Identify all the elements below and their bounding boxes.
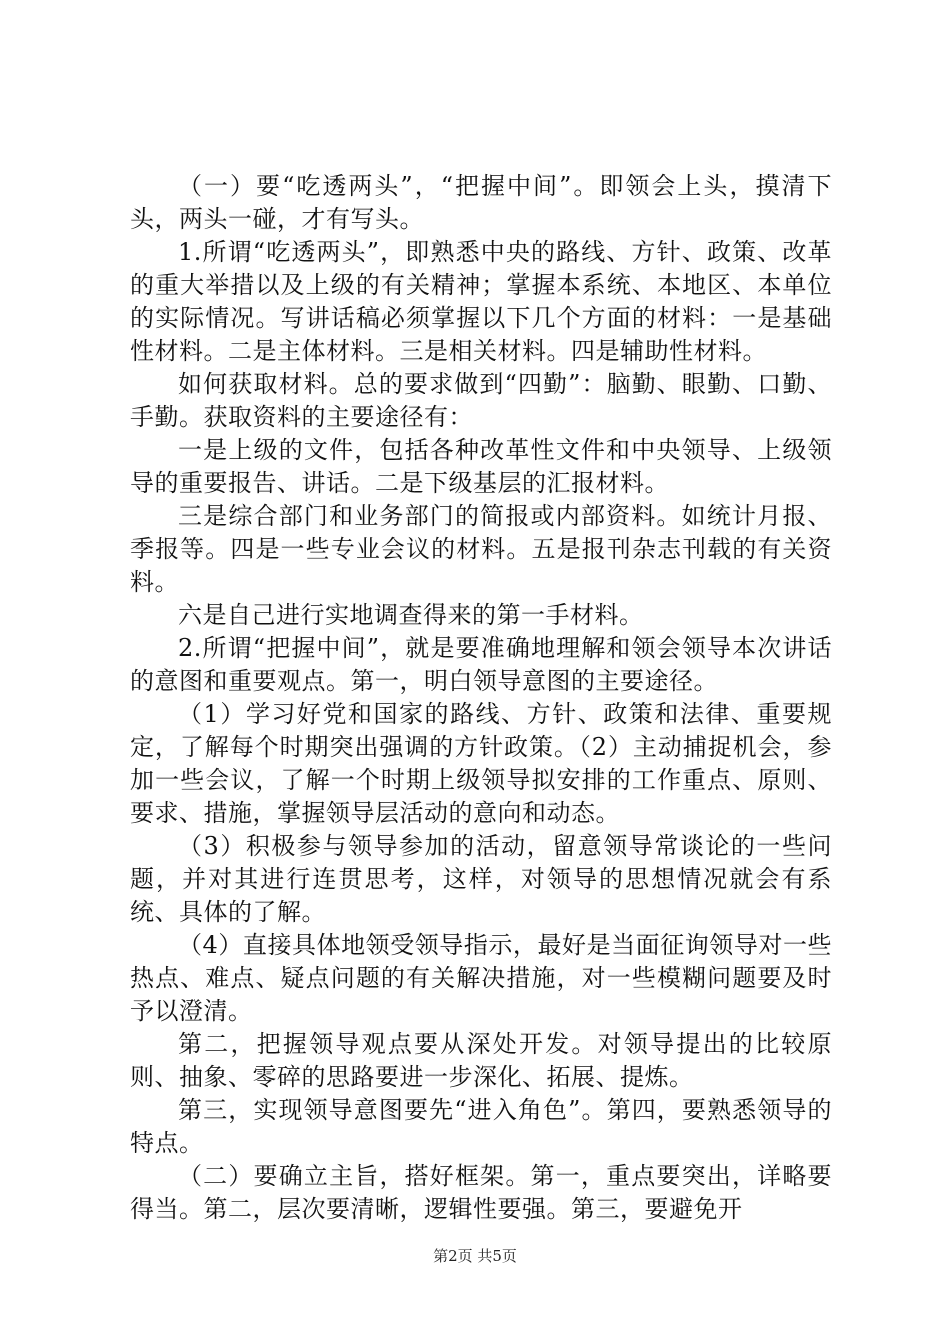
paragraph-10: （4）直接具体地领受领导指示，最好是当面征询领导对一些热点、难点、疑点问题的有关解决措施，对一些模糊问题要及时予以澄清。 [130,931,832,1025]
paragraph-12: 第三，实现领导意图要先“进入角色”。第四，要熟悉领导的特点。 [130,1096,832,1157]
page-footer: 第2页 共5页 [433,1247,517,1265]
paragraph-9: （3）积极参与领导参加的活动，留意领导常谈论的一些问题，并对其进行连贯思考，这样，对领导的思想情况就会有系统、具体的了解。 [130,832,832,926]
paragraph-3: 如何获取材料。总的要求做到“四勤”：脑勤、眼勤、口勤、手勤。获取资料的主要途径有： [130,370,832,431]
paragraph-2: 1.所谓“吃透两头”，即熟悉中央的路线、方针、政策、改革的重大举措以及上级的有关精神；掌握本系统、本地区、本单位的实际情况。写讲话稿必须掌握以下几个方面的材料：一是基础性材料。二是主体材料。三是相关材料。四是辅助性材料。 [130,238,832,365]
document-body [130,170,832,1226]
paragraph-5: 三是综合部门和业务部门的简报或内部资料。如统计月报、季报等。四是一些专业会议的材料。五是报刊杂志刊载的有关资料。 [130,502,832,596]
paragraph-4: 一是上级的文件，包括各种改革性文件和中央领导、上级领导的重要报告、讲话。二是下级基层的汇报材料。 [130,436,832,497]
paragraph-1: （一）要“吃透两头”，“把握中间”。即领会上头，摸清下头，两头一碰，才有写头。 [130,172,832,233]
paragraph-13: （二）要确立主旨，搭好框架。第一，重点要突出，详略要得当。第二，层次要清晰，逻辑性要强。第三，要避免开 [130,1162,832,1223]
paragraph-6: 六是自己进行实地调查得来的第一手材料。 [178,601,644,629]
paragraph-11: 第二，把握领导观点要从深处开发。对领导提出的比较原则、抽象、零碎的思路要进一步深化、拓展、提炼。 [130,1030,832,1091]
paragraph-8: （1）学习好党和国家的路线、方针、政策和法律、重要规定，了解每个时期突出强调的方针政策。（2）主动捕捉机会，参加一些会议，了解一个时期上级领导拟安排的工作重点、原则、要求、措施，掌握领导层活动的意向和动态。 [130,700,832,827]
paragraph-7: 2.所谓“把握中间”，就是要准确地理解和领会领导本次讲话的意图和重要观点。第一，明白领导意图的主要途径。 [130,634,832,695]
